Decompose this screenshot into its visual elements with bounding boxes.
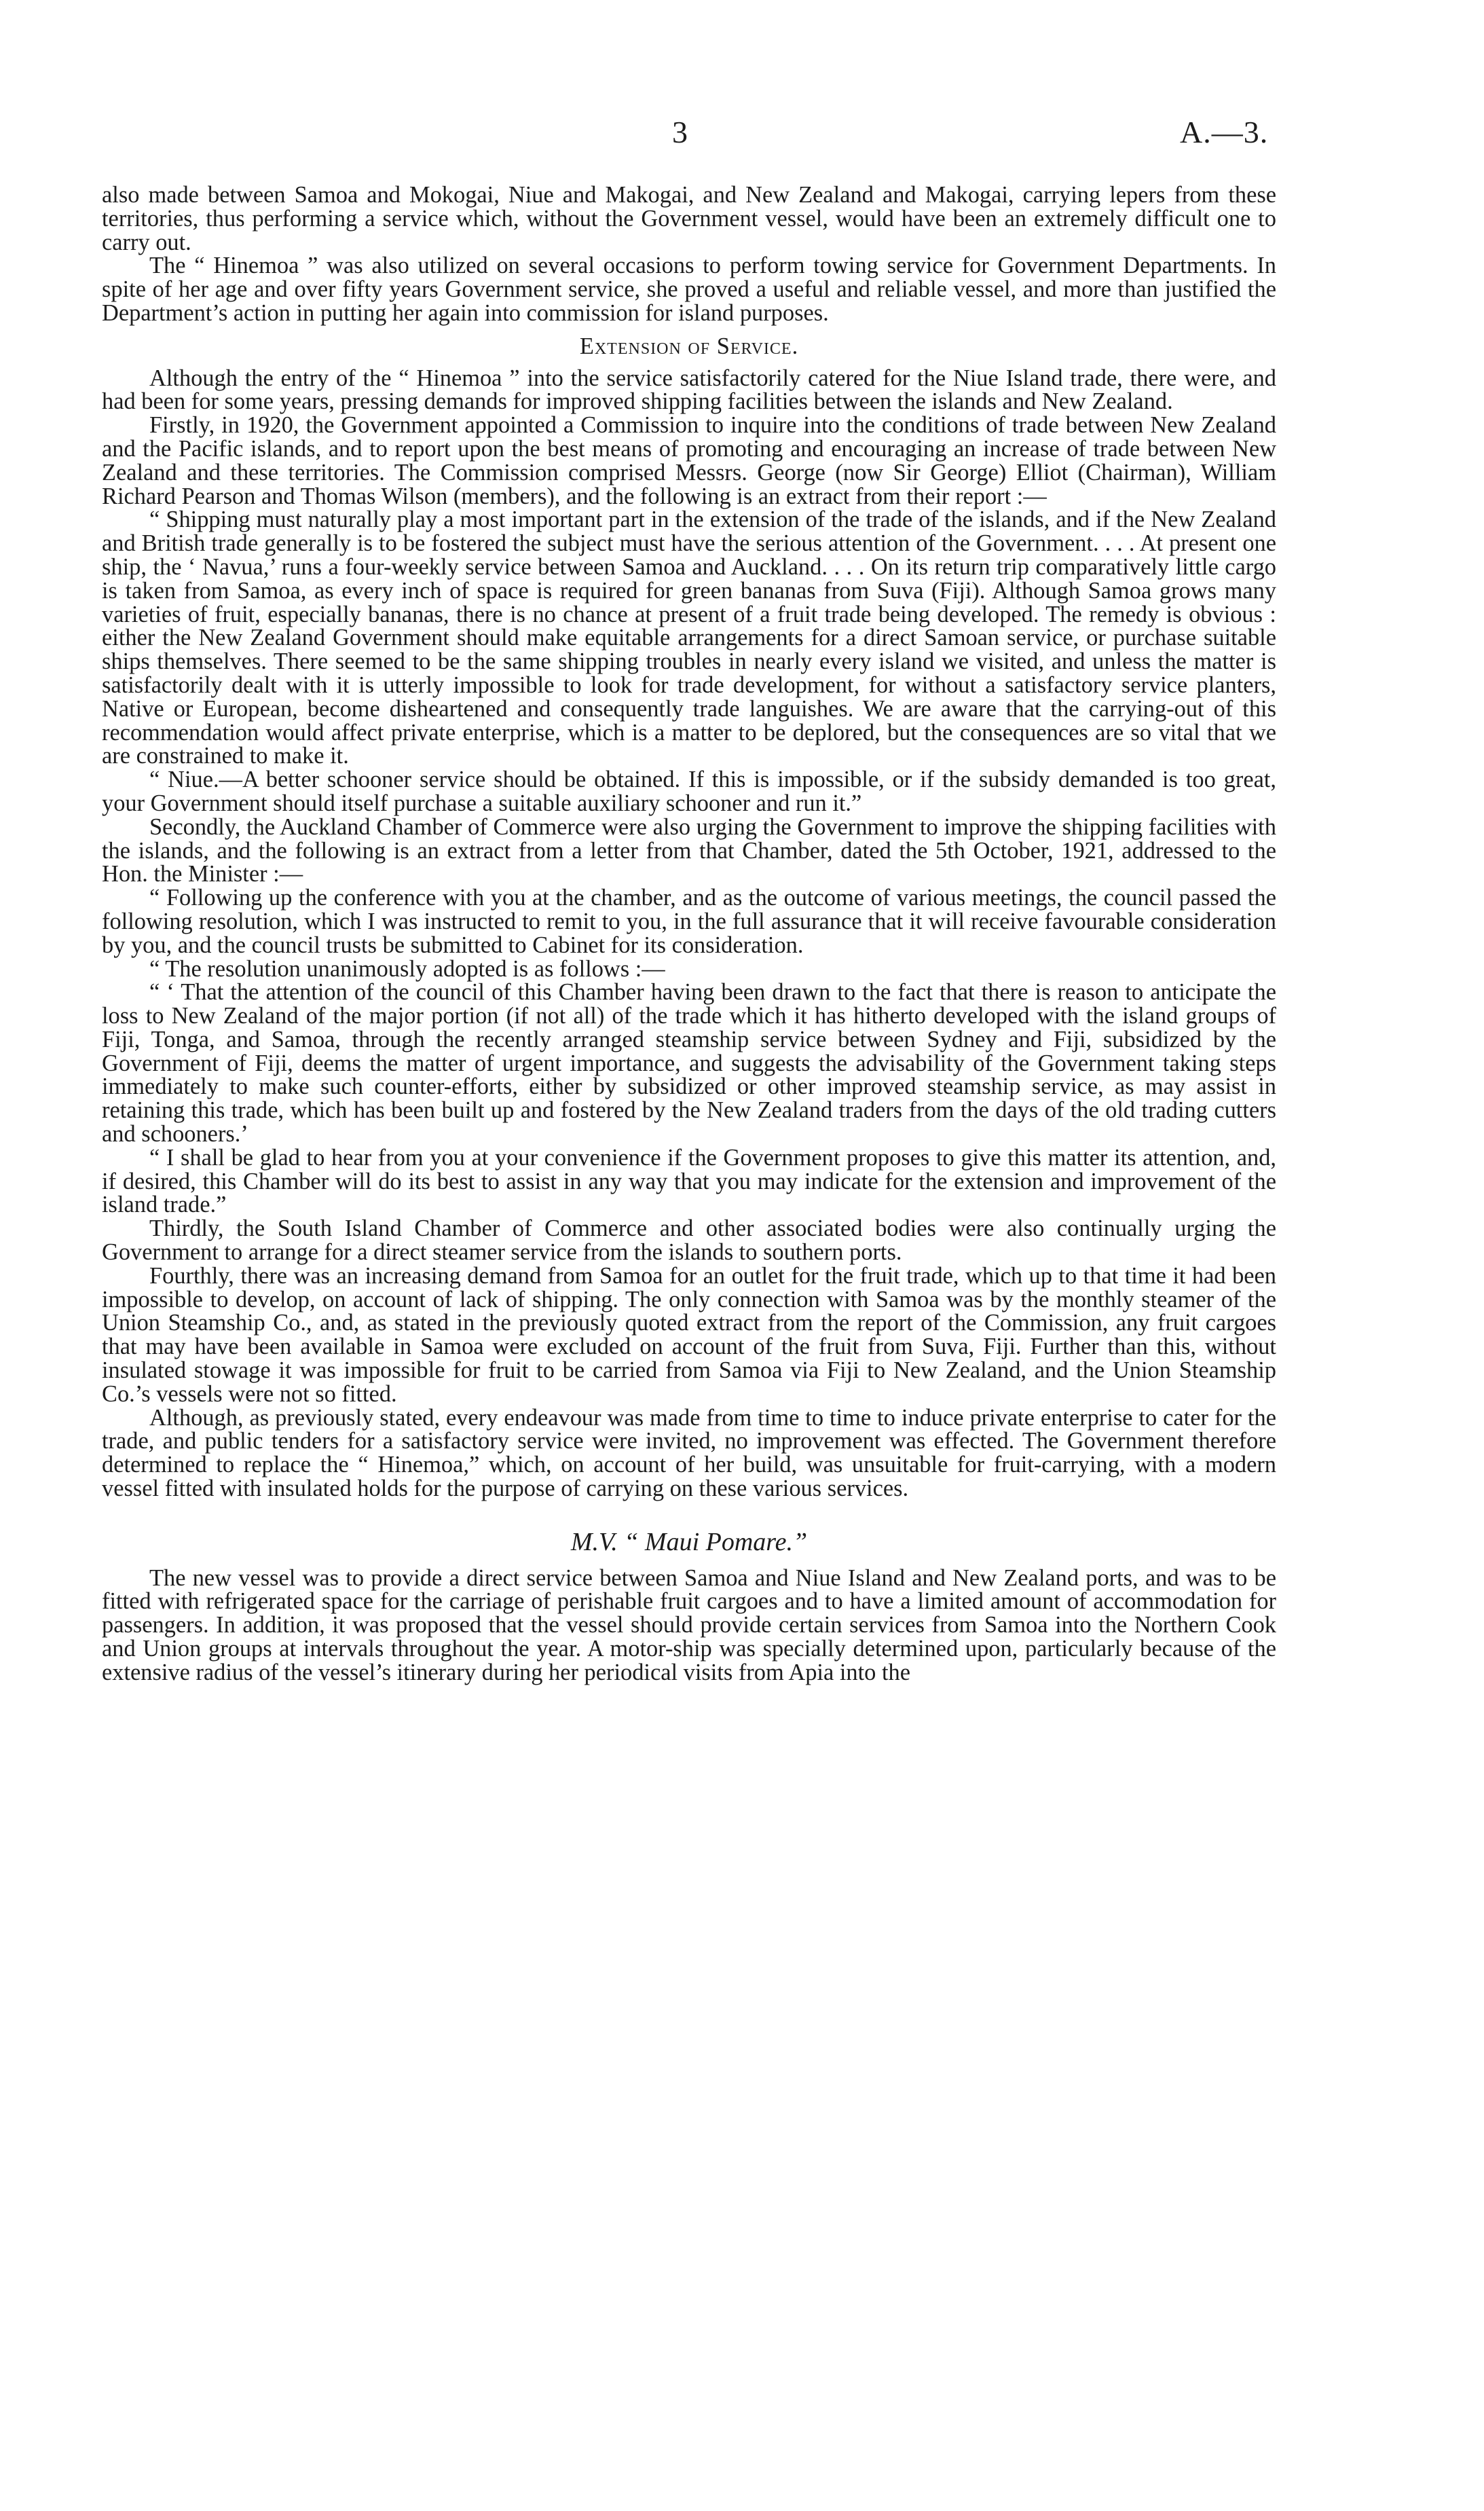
paragraph: Although the entry of the “ Hinemoa ” into the service satisfactorily catered for the Niue Island trade, there were, and had been for some years, pressing demands for improved shipping facilities between the islands and New Zealand. (102, 365, 1276, 415)
document-body (102, 183, 1276, 1685)
paragraph: Secondly, the Auckland Chamber of Commerce were also urging the Government to improve the shipping facilities with the islands, and the following is an extract from a letter from that Chamber, dated the 5th October, 1921, addressed to the Hon. the Minister :— (102, 813, 1276, 887)
section-heading-extension: Extension of Service. (579, 333, 799, 359)
paragraph: The “ Hinemoa ” was also utilized on several occasions to perform towing service for Government Departments. In spite of her age and over fifty years Government service, she proved a useful and reliable vessel, and more than justified the Department’s action in putting her again into commission for island purposes. (102, 253, 1276, 326)
quoted-paragraph: “ The resolution unanimously adopted is as follows :— (149, 955, 665, 982)
quoted-paragraph: “ I shall be glad to hear from you at your convenience if the Government proposes to give this matter its attention, and, if desired, this Chamber will do its best to assist in any way that you may indicate for the extension and improvement of the island trade.” (102, 1144, 1276, 1218)
paragraph: The new vessel was to provide a direct service between Samoa and Niue Island and New Zealand ports, and was to be fitted with refrigerated space for the carriage of perishable fruit cargoes and to have a limited amount of accommodation for passengers. In addition, it was proposed that the vessel should provide certain services from Samoa into the Northern Cook and Union groups at intervals throughout the year. A motor-ship was specially determined upon, particularly because of the extensive radius of the vessel’s itinerary during her periodical visits from Apia into the (102, 1564, 1276, 1685)
document-reference: A.—3. (1180, 115, 1269, 149)
paragraph: Thirdly, the South Island Chamber of Commerce and other associated bodies were also continually urging the Government to arrange for a direct steamer service from the islands to southern ports. (102, 1215, 1276, 1266)
paragraph: Although, as previously stated, every endeavour was made from time to time to induce private enterprise to cater for the trade, and public tenders for a satisfactory service were invited, no improvement was effected. The Government therefore determined to replace the “ Hinemoa,” which, on account of her build, was unsuitable for fruit-carrying, with a modern vessel fitted with insulated holds for the purpose of carrying on these various services. (102, 1404, 1276, 1502)
quoted-paragraph: “ Shipping must naturally play a most important part in the extension of the trade of the islands, and if the New Zealand and British trade generally is to be fostered the subject must have the serious attention of the Government. . . . At present one ship, the ‘ Navua,’ runs a four-weekly service between Samoa and Auckland. . . . On its return trip comparatively little cargo is taken from Samoa, as every inch of space is required for green bananas from Suva (Fiji). Although Samoa grows many varieties of fruit, especially bananas, there is no chance at present of a fruit trade being developed. The remedy is obvious : either the New Zealand Government should make equitable arrangements for a direct Samoan service, or purchase suitable ships themselves. There seemed to be the same shipping troubles in nearly every island we visited, and unless the matter is satisfactorily dealt with it is utterly impossible to look for trade development, for without a satisfactory service planters, Native or European, become disheartened and consequently trade languishes. We are aware that the carrying-out of this recommendation would affect private enterprise, which is a matter to be deplored, but the consequences are so vital that we are constrained to make it. (102, 507, 1276, 769)
paragraph: Firstly, in 1920, the Government appointed a Commission to inquire into the conditions of trade between New Zealand and the Pacific islands, and to report upon the best means of promoting and encouraging an increase of trade between New Zealand and these territories. The Commission comprised Messrs. George (now Sir George) Elliot (Chairman), William Richard Pearson and Thomas Wilson (members), and the following is an extract from their report :— (102, 412, 1276, 509)
section-heading-maui-pomare: M.V. “ Maui Pomare.” (570, 1527, 808, 1556)
paragraph: also made between Samoa and Mokogai, Niue and Makogai, and New Zealand and Makogai, carrying lepers from these territories, thus performing a service which, without the Government vessel, would have been an extremely difficult one to carry out. (102, 182, 1276, 255)
quoted-paragraph: “ Following up the conference with you at the chamber, and as the outcome of various meetings, the council passed the following resolution, which I was instructed to remit to you, in the full assurance that it will receive favourable consideration by you, and the council trusts be submitted to Cabinet for its consideration. (102, 885, 1276, 958)
quoted-paragraph: “ Niue.—A better schooner service should be obtained. If this is impossible, or if the subsidy demanded is too great, your Government should itself purchase a suitable auxiliary schooner and run it.” (102, 767, 1276, 816)
page-number: 3 (672, 115, 688, 149)
quoted-paragraph: “ ‘ That the attention of the council of this Chamber having been drawn to the fact that there is reason to anticipate the loss to New Zealand of the major portion (if not all) of the trade which it has hitherto developed with the island groups of Fiji, Tonga, and Samoa, through the recently arranged steamship service between Sydney and Fiji, subsidized by the Government of Fiji, deems the matter of urgent importance, and suggests the advisability of the Government taking steps immediately to make such counter-efforts, either by subsidized or other improved steamship service, as may assist in retaining this trade, which has been built up and fostered by the New Zealand traders from the days of the old trading cutters and schooners.’ (102, 979, 1276, 1148)
paragraph: Fourthly, there was an increasing demand from Samoa for an outlet for the fruit trade, which up to that time it had been impossible to develop, on account of lack of shipping. The only connection with Samoa was by the monthly steamer of the Union Steamship Co., and, as stated in the previously quoted extract from the report of the Commission, any fruit cargoes that may have been available in Samoa were excluded on account of the fruit from Suva, Fiji. Further than this, without insulated stowage it was impossible for fruit to be carried from Samoa via Fiji to New Zealand, and the Union Steamship Co.’s vessels were not so fitted. (102, 1262, 1276, 1407)
